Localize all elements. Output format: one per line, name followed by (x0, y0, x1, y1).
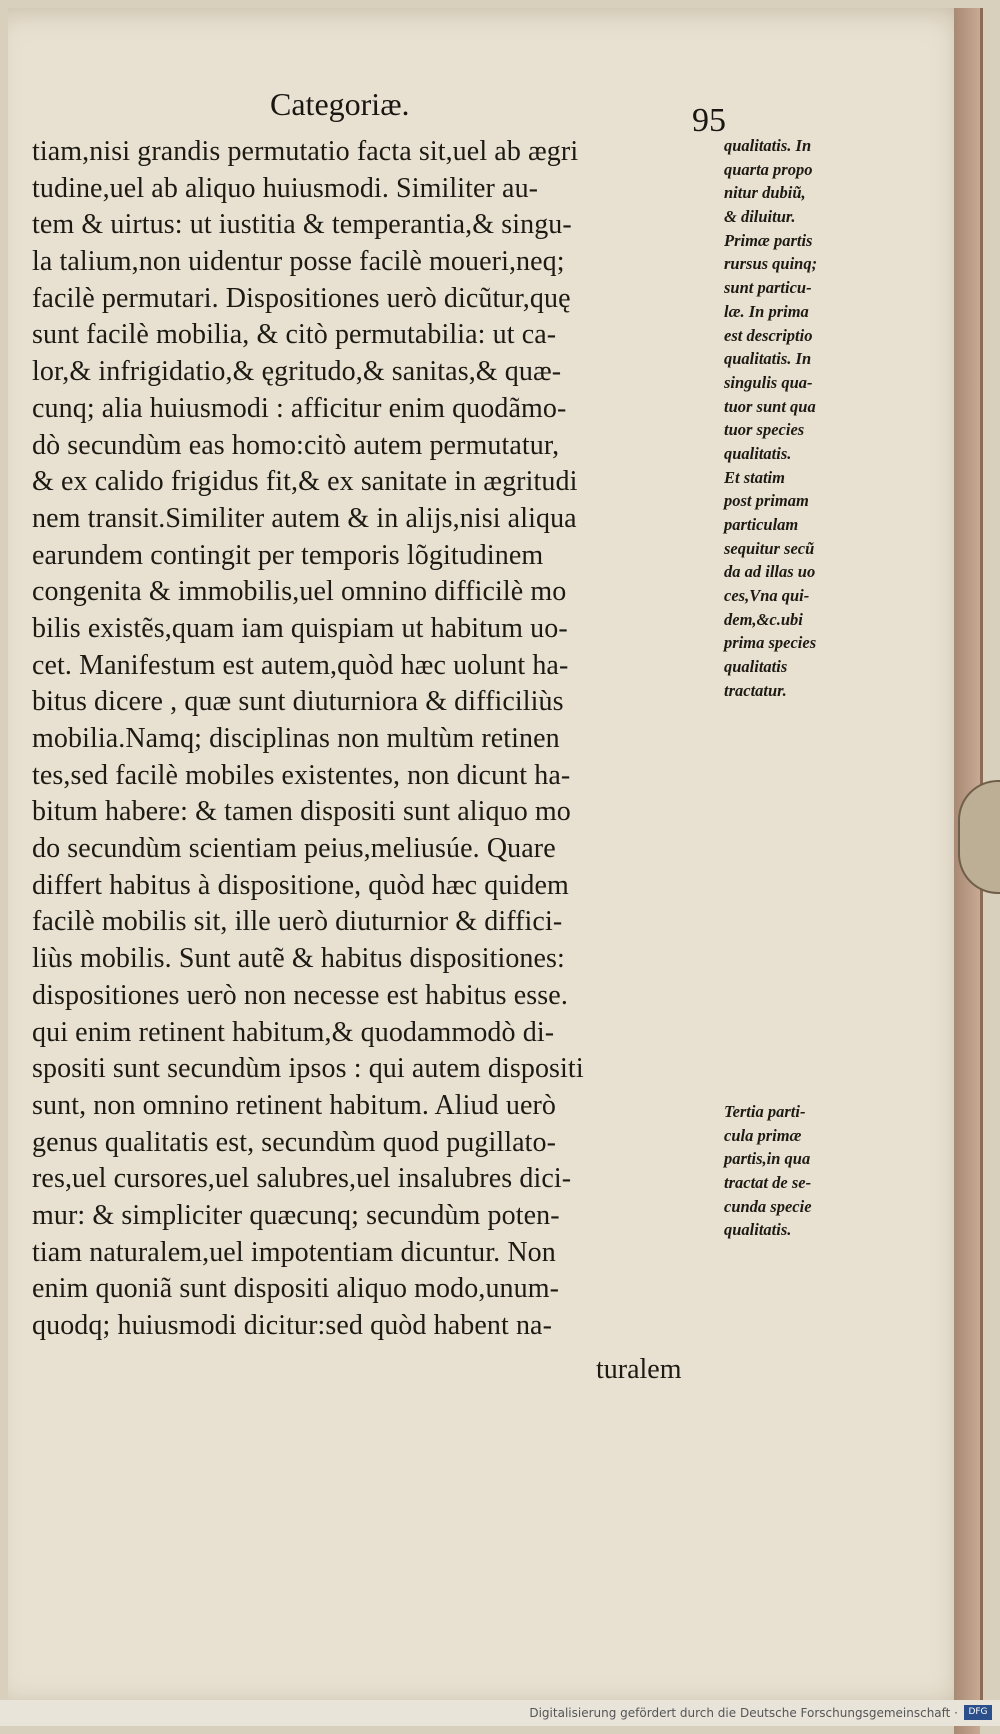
marginal-note-line: qualitatis. In (724, 136, 812, 155)
marginal-note-line: qualitatis. In (724, 349, 812, 369)
text-line: bitus dicere , quæ sunt diuturniora & difficiliùs (32, 686, 564, 718)
page-number: 95 (692, 102, 726, 139)
text-line: & ex calido frigidus fit,& ex sanitate in ægritudi (32, 466, 578, 498)
marginal-note-line: quarta propo (724, 159, 813, 179)
text-line: dò secundùm eas homo:citò autem permutatur, (32, 429, 560, 461)
dfg-logo-icon: DFG (964, 1705, 992, 1720)
marginal-note-line: Et statim (724, 467, 785, 487)
marginal-note-line: singulis qua- (724, 372, 813, 392)
marginal-note-line: sequitur secũ (724, 538, 815, 558)
text-line: cunq; alia huiusmodi : afficitur enim quodãmo- (32, 392, 567, 424)
marginal-note-line: partis,in qua (724, 1149, 811, 1169)
main-text-block (32, 134, 722, 1345)
marginal-note-line: læ. In prima (724, 301, 809, 321)
text-line: differt habitus à dispositione, quòd hæc quidem (32, 869, 569, 901)
text-line: res,uel cursores,uel salubres,uel insalubres dici- (32, 1163, 572, 1195)
marginal-note-line: cula primæ (724, 1125, 802, 1145)
text-line: genus qualitatis est, secundùm quod pugillato- (32, 1126, 557, 1158)
marginal-note-line: qualitatis. (724, 1220, 792, 1240)
text-line: nem transit.Similiter autem & in alijs,nisi aliqua (32, 502, 577, 534)
running-head: Categoriæ. (270, 86, 410, 122)
text-line: qui enim retinent habitum,& quodammodò di- (32, 1016, 555, 1048)
text-line: sunt facilè mobilia, & citò permutabilia: ut ca- (32, 319, 557, 351)
text-line: tiam,nisi grandis permutatio facta sit,uel ab ægri (32, 136, 579, 167)
text-line: cet. Manifestum est autem,quòd hæc uolunt ha- (32, 649, 569, 681)
text-line: tiam naturalem,uel impotentiam dicuntur. Non (32, 1236, 556, 1268)
marginal-note-line: cunda specie (724, 1196, 812, 1216)
marginal-note-line: sunt particu- (724, 278, 812, 298)
book-page (8, 8, 983, 1708)
text-line: earundem contingit per temporis lõgitudinem (32, 539, 544, 571)
text-line: congenita & immobilis,uel omnino difficilè mo (32, 576, 567, 608)
marginal-note-line: rursus quinq; (724, 254, 818, 274)
marginal-note-line: est descriptio (724, 325, 813, 345)
text-line: mobilia.Namq; disciplinas non multùm retinen (32, 723, 560, 754)
marginal-note-line: tractat de se- (724, 1173, 812, 1193)
text-line: tudine,uel ab aliquo huiusmodi. Similiter au- (32, 172, 539, 204)
marginal-note-line: tuor sunt qua (724, 396, 816, 416)
text-line: liùs mobilis. Sunt autẽ & habitus dispositiones: (32, 943, 565, 975)
text-line: do secundùm scientiam peius,meliusúe. Quare (32, 833, 556, 865)
marginal-note-line: qualitatis (724, 657, 788, 677)
text-line: dispositiones uerò non necesse est habitus esse. (32, 979, 568, 1011)
marginal-note-line: tuor species (724, 420, 805, 440)
text-line: enim quoniã sunt dispositi aliquo modo,unum- (32, 1273, 560, 1305)
text-line: bilis existẽs,quam iam quispiam ut habitum uo- (32, 612, 568, 644)
marginal-notes-block-1 (724, 134, 874, 703)
marginal-note-line: da ad illas uo (724, 562, 816, 582)
marginal-notes-block-2 (724, 1100, 874, 1242)
marginal-note-line: ces,Vna qui- (724, 586, 810, 606)
marginal-note-line: tractatur. (724, 680, 787, 700)
text-line: spositi sunt secundùm ipsos : qui autem dispositi (32, 1053, 584, 1085)
digitization-credit: Digitalisierung gefördert durch die Deutsche Forschungsgemeinschaft · (529, 1706, 958, 1720)
marginal-note-line: dem,&c.ubi (724, 609, 803, 629)
text-line: la talium,non uidentur posse facilè moueri,neq; (32, 246, 565, 278)
text-line: quodq; huiusmodi dicitur:sed quòd habent na- (32, 1310, 552, 1341)
text-line: tem & uirtus: ut iustitia & temperantia,& singu- (32, 209, 572, 241)
marginal-note-line: particulam (724, 515, 799, 534)
marginal-note-line: Primæ partis (724, 230, 813, 250)
marginal-note-line: Tertia parti- (724, 1102, 806, 1121)
text-line: mur: & simpliciter quæcunq; secundùm poten- (32, 1199, 560, 1231)
text-line: lor,& infrigidatio,& ęgritudo,& sanitas,& quæ- (32, 356, 562, 388)
marginal-note-line: & diluitur. (724, 207, 796, 227)
marginal-note-line: nitur dubiũ, (724, 183, 806, 203)
text-line: facilè mobilis sit, ille uerò diuturnior & diffici- (32, 906, 563, 938)
text-line: tes,sed facilè mobiles existentes, non dicunt ha- (32, 759, 571, 791)
clasp-tab (958, 780, 1000, 894)
marginal-note-line: post primam (724, 491, 809, 511)
marginal-note-line: prima species (724, 633, 817, 653)
text-line: sunt, non omnino retinent habitum. Aliud uerò (32, 1089, 557, 1121)
text-line: bitum habere: & tamen dispositi sunt aliquo mo (32, 796, 571, 828)
catchword: turalem (596, 1354, 682, 1385)
marginal-note-line: qualitatis. (724, 443, 792, 463)
text-line: facilè permutari. Dispositiones uerò dicũtur,quę (32, 282, 571, 314)
